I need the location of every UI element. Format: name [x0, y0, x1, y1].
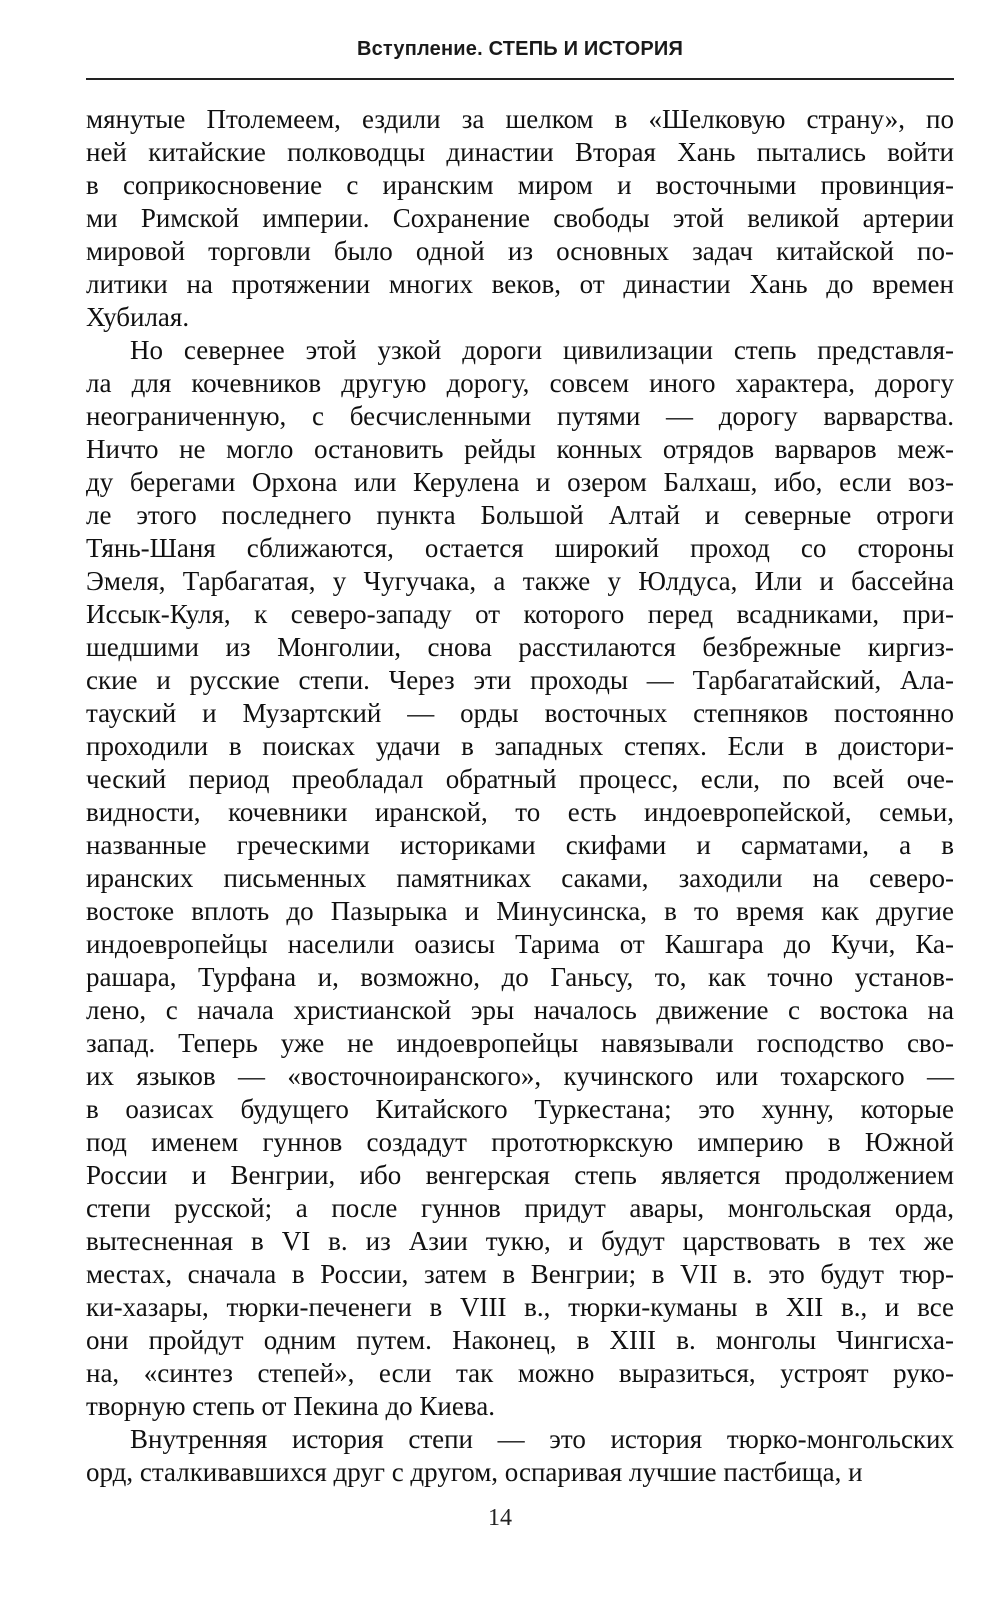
- page-number: 14: [488, 1505, 512, 1531]
- text-line: Внутренняя история степи — это история тюрко-монгольских: [130, 1424, 954, 1454]
- text-line: Ничто не могло остановить рейды конных отрядов варваров меж-: [86, 434, 954, 464]
- text-line: на, «синтез степей», если так можно выразиться, устроят руко-: [86, 1358, 954, 1388]
- text-line: индоевропейцы населили оазисы Тарима от Кашгара до Кучи, Ка-: [86, 929, 954, 959]
- text-line: ла для кочевников другую дорогу, совсем иного характера, дорогу: [86, 368, 954, 398]
- text-line: ду берегами Орхона или Керулена и озером Балхаш, ибо, если воз-: [86, 467, 954, 497]
- text-line: неограниченную, с бесчисленными путями — дорогу варварства.: [86, 401, 954, 431]
- text-line: в оазисах будущего Китайского Туркестана; это хунну, которые: [86, 1094, 954, 1124]
- text-line: тауский и Музартский — орды восточных степняков постоянно: [86, 698, 954, 728]
- text-line: ческий период преобладал обратный процесс, если, по всей оче-: [86, 764, 954, 794]
- text-line: Эмеля, Тарбагатая, у Чугучака, а также у Юлдуса, Или и бассейна: [86, 566, 954, 596]
- text-line: Тянь-Шаня сближаются, остается широкий проход со стороны: [86, 533, 954, 563]
- text-line: творную степь от Пекина до Киева.: [86, 1391, 495, 1421]
- text-line: ми Римской империи. Сохранение свободы этой великой артерии: [86, 203, 954, 233]
- text-line: их языков — «восточноиранского», кучинского или тохарского —: [86, 1061, 954, 1091]
- text-line: Но севернее этой узкой дороги цивилизации степь представля-: [130, 335, 954, 365]
- text-line: орд, сталкивавшихся друг с другом, оспаривая лучшие пастбища, и: [86, 1457, 863, 1487]
- text-line: в соприкосновение с иранским миром и восточными провинция-: [86, 170, 954, 200]
- paragraph: [86, 334, 954, 1423]
- text-line: проходили в поисках удачи в западных степях. Если в доистори-: [86, 731, 954, 761]
- text-line: ней китайские полководцы династии Вторая Хань пытались войти: [86, 137, 954, 167]
- paragraph: [86, 103, 954, 334]
- text-line: видности, кочевники иранской, то есть индоевропейской, семьи,: [86, 797, 954, 827]
- text-line: степи русской; а после гуннов придут авары, монгольская орда,: [86, 1193, 954, 1223]
- paragraph: [86, 1423, 954, 1489]
- text-line: ские и русские степи. Через эти проходы — Тарбагатайский, Ала-: [86, 665, 954, 695]
- text-line: Иссык-Куля, к северо-западу от которого перед всадниками, при-: [86, 599, 954, 629]
- text-line: запад. Теперь уже не индоевропейцы навязывали господство сво-: [86, 1028, 954, 1058]
- text-line: иранских письменных памятниках саками, заходили на северо-: [86, 863, 954, 893]
- text-line: названные греческими историками скифами и сарматами, а в: [86, 830, 954, 860]
- text-line: мянутые Птолемеем, ездили за шелком в «Шелковую страну», по: [86, 104, 954, 134]
- text-line: ле этого последнего пункта Большой Алтай и северные отроги: [86, 500, 954, 530]
- text-line: литики на протяжении многих веков, от династии Хань до времен: [86, 269, 954, 299]
- text-line: вытесненная в VI в. из Азии тукю, и будут царствовать в тех же: [86, 1226, 954, 1256]
- text-line: ки-хазары, тюрки-печенеги в VIII в., тюрки-куманы в XII в., и все: [86, 1292, 954, 1322]
- text-line: местах, сначала в России, затем в Венгрии; в VII в. это будут тюр-: [86, 1259, 954, 1289]
- text-line: мировой торговли было одной из основных задач китайской по-: [86, 236, 954, 266]
- text-line: Хубилая.: [86, 302, 190, 332]
- text-line: шедшими из Монголии, снова расстилаются безбрежные киргиз-: [86, 632, 954, 662]
- header-rule: [86, 78, 954, 80]
- running-header: Вступление. СТЕПЬ И ИСТОРИЯ: [356, 38, 684, 60]
- text-line: рашара, Турфана и, возможно, до Ганьсу, то, как точно установ-: [86, 962, 954, 992]
- text-line: лено, с начала христианской эры началось движение с востока на: [86, 995, 954, 1025]
- text-line: России и Венгрии, ибо венгерская степь является продолжением: [86, 1160, 954, 1190]
- body-text: [86, 103, 954, 1489]
- text-line: они пройдут одним путем. Наконец, в XIII в. монголы Чингисха-: [86, 1325, 954, 1355]
- text-line: востоке вплоть до Пазырыка и Минусинска, в то время как другие: [86, 896, 954, 926]
- text-line: под именем гуннов создадут прототюркскую империю в Южной: [86, 1127, 954, 1157]
